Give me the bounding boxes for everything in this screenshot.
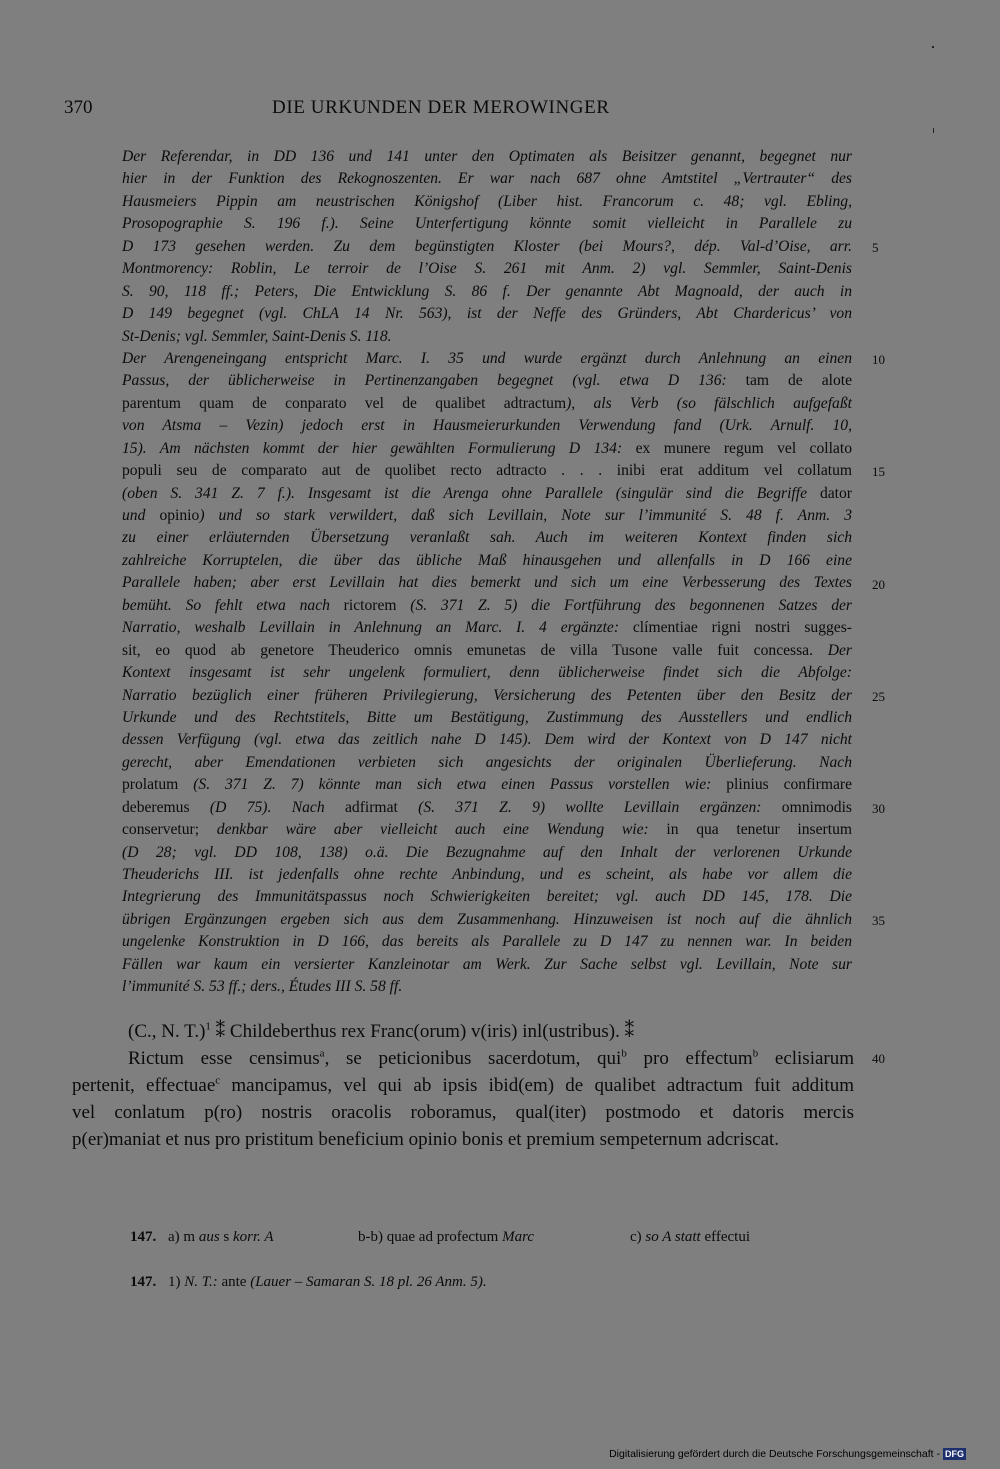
commentary-line <box>122 909 852 931</box>
commentary-line <box>122 393 852 415</box>
commentary-line <box>122 774 852 796</box>
line-number: 25 <box>872 688 885 704</box>
commentary-text: Der <box>813 641 852 659</box>
commentary-text: (S. 371 Z. 7) könnte man sich etwa einen Passus vorstellen wie: <box>178 776 727 794</box>
commentary-line <box>122 213 852 235</box>
source-notes <box>130 1274 156 1291</box>
quoted-source-text: ex munere regum vel collato <box>635 439 852 457</box>
quoted-source-text: s <box>219 1229 234 1245</box>
variant-note-b <box>358 1229 534 1246</box>
commentary-text: St-Denis; vgl. Semmler, Saint-Denis S. 118. <box>122 327 392 345</box>
superscript-marker: c <box>215 1074 221 1087</box>
commentary-text: (S. 371 Z. 9) wollte Levillain ergänzen: <box>397 798 782 816</box>
commentary-text: 15). Am nächsten kommt der hier gewählten Formulierung D 134: <box>122 439 636 457</box>
commentary-text: Integrierung des Immunitätspassus noch Schwierigkeiten bereitet; vgl. auch DD 145, 178. Die <box>122 888 852 906</box>
commentary-line <box>122 236 852 258</box>
superscript-marker: b <box>752 1047 759 1060</box>
variant-notes <box>130 1229 156 1246</box>
variant-notes-number: 147. <box>130 1229 157 1245</box>
source-notes-number: 147. <box>130 1274 157 1290</box>
commentary-line <box>122 303 852 325</box>
commentary-text: (S. 371 Z. 5) die Fortführung des begonnenen Satzes der <box>396 596 852 614</box>
footer-credit: Digitalisierung gefördert durch die Deutsche Forschungsgemeinschaft - DFG <box>609 1448 964 1460</box>
commentary-text: (oben S. 341 Z. 7 f.). Insgesamt ist die Arenga ohne Parallele (singulär sind die Begriffe <box>122 484 820 502</box>
quoted-source-text: opinio <box>159 507 200 524</box>
commentary-line <box>122 752 852 774</box>
quoted-source-text: , se peticionibus sacerdotum, qui <box>324 1048 622 1069</box>
commentary-line <box>122 326 852 348</box>
commentary-text: Montmorency: Roblin, Le terroir de l’Oise S. 261 mit Anm. 2) vgl. Semmler, Saint-Denis <box>122 260 852 278</box>
variant-note-c <box>630 1229 750 1246</box>
line-number: 10 <box>872 352 885 368</box>
commentary-line <box>122 505 852 527</box>
commentary-line <box>122 281 852 303</box>
commentary-line <box>122 438 852 460</box>
quoted-source-text: c) <box>630 1229 646 1245</box>
commentary-line <box>122 729 852 751</box>
commentary-line <box>122 707 852 729</box>
commentary-text: übrigen Ergänzungen ergeben sich aus dem Zusammenhang. Hinzuweisen ist noch auf die ähnlich <box>122 910 852 928</box>
line-number: 40 <box>872 1051 885 1066</box>
commentary-text: l’immunité S. 53 ff.; ders., Études III S. 58 ff. <box>122 978 403 996</box>
commentary-line <box>122 191 852 213</box>
commentary-block <box>122 146 852 999</box>
charter-text <box>72 1018 854 1153</box>
quoted-source-text: adfirmat <box>345 798 398 816</box>
commentary-line <box>122 685 852 707</box>
charter-line <box>72 1045 854 1072</box>
line-number: 20 <box>872 576 885 592</box>
commentary-text: Prosopographie S. 196 f.). Seine Unterfertigung könnte somit vielleicht in Parallele zu <box>122 215 852 233</box>
commentary-text: und <box>122 507 160 524</box>
charter-line <box>72 1099 854 1126</box>
running-title: DIE URKUNDEN DER MEROWINGER <box>272 97 610 118</box>
commentary-text: Kontext insgesamt ist sehr ungelenk formuliert, denn üblicherweise findet sich die Abfolge: <box>122 664 852 682</box>
quoted-source-text: effectui <box>700 1229 750 1245</box>
quoted-source-text: mancipamus, vel qui ab ipsis ibid(em) de qualibet adtractum fuit additum <box>220 1075 854 1096</box>
line-number: 30 <box>872 801 885 817</box>
commentary-line <box>122 931 852 953</box>
commentary-text: hier in der Funktion des Rekognoszenten. Er war nach 687 ohne Amtstitel „Vertrauter“ des <box>122 170 852 188</box>
commentary-line <box>122 864 852 886</box>
commentary-line <box>122 550 852 572</box>
commentary-text: Der Referendar, in DD 136 und 141 unter den Optimaten als Beisitzer genannt, begegnet nur <box>122 148 852 165</box>
commentary-text: Parallele haben; aber erst Levillain hat dies bemerkt und sich um eine Verbesserung des Textes <box>122 574 852 592</box>
quoted-source-text: clímentiae rigni nostri sugges- <box>632 619 852 637</box>
quoted-source-text: plinius confirmare <box>726 776 852 794</box>
commentary-line <box>122 640 852 662</box>
quoted-source-text: b-b) quae ad profectum <box>358 1229 503 1245</box>
commentary-text: (D 75). Nach <box>189 798 345 816</box>
quoted-source-text: populi seu de comparato aut de quolibet recto adtracto . . . inibi erat additum vel collatum <box>122 462 852 480</box>
commentary-line <box>122 146 852 168</box>
quoted-source-text: a) m <box>168 1229 199 1245</box>
quoted-source-text: ⁑ Childeberthus rex Franc(orum) v(iris) inl(ustribus). ⁑ <box>210 1021 635 1042</box>
commentary-line <box>122 595 852 617</box>
commentary-text: Narratio, weshalb Levillain in Anlehnung an Marc. I. 4 ergänzte: <box>122 619 633 637</box>
commentary-line <box>122 617 852 639</box>
footer-text: Digitalisierung gefördert durch die Deutsche Forschungsgemeinschaft <box>609 1448 934 1460</box>
commentary-line <box>122 258 852 280</box>
quoted-source-text: parentum quam de conparato vel de qualibet adtractum <box>122 394 567 412</box>
variant-note-a <box>168 1229 274 1246</box>
commentary-text: von Atsma – Vezin) jedoch erst in Hausmeierurkunden Verwendung fand (Urk. Arnulf. 10, <box>122 417 852 435</box>
dfg-logo-icon: DFG <box>945 1449 964 1460</box>
scan-speck <box>933 128 934 133</box>
commentary-line <box>122 370 852 392</box>
quoted-source-text: Rictum esse censimus <box>128 1048 320 1069</box>
commentary-text: ) und so stark verwildert, daß sich Levillain, Note sur l’immunité S. 48 f. Anm. 3 <box>199 507 852 524</box>
commentary-text: (D 28; vgl. DD 108, 138) o.ä. Die Bezugnahme auf den Inhalt der verlorenen Urkunde <box>122 843 852 861</box>
commentary-text: Marc <box>502 1229 535 1245</box>
superscript-marker: 1 <box>205 1020 211 1033</box>
commentary-text: Der Arengeneingang entspricht Marc. I. 35 und wurde ergänzt durch Anlehnung an einen <box>122 349 852 367</box>
commentary-text: D 149 begegnet (vgl. ChLA 14 Nr. 563), ist der Neffe des Gründers, Abt Chardericus’ von <box>122 305 852 323</box>
commentary-line <box>122 886 852 908</box>
quoted-source-text: rictorem <box>343 596 397 614</box>
commentary-text: Passus, der üblicherweise in Pertinenzangaben begegnet (vgl. etwa D 136: <box>122 372 746 390</box>
scan-speck <box>932 46 934 48</box>
quoted-source-text: conservetur; <box>122 821 200 839</box>
commentary-line <box>122 348 852 370</box>
commentary-text: ungelenke Konstruktion in D 166, das bereits als Parallele zu D 147 zu nennen war. In beiden <box>122 933 852 951</box>
quoted-source-text: vel conlatum p(ro) nostris oracolis roboramus, qual(iter) postmodo et datoris mercis <box>72 1102 854 1123</box>
commentary-text: korr. A <box>233 1229 274 1245</box>
page-number: 370 <box>64 97 93 118</box>
commentary-text: zahlreiche Korruptelen, die über das übliche Maß hinausgehen und allenfalls in D 166 eine <box>122 551 852 569</box>
quoted-source-text: deberemus <box>122 798 190 816</box>
quoted-source-text: ante <box>217 1274 251 1290</box>
commentary-text: dessen Verfügung (vgl. etwa das zeitlich nahe D 145). Dem wird der Kontext von D 147 nicht <box>122 731 852 749</box>
quoted-source-text: tam de alote <box>745 372 853 390</box>
charter-line <box>72 1126 854 1153</box>
quoted-source-text: omnimodis <box>781 798 852 816</box>
charter-line <box>72 1072 854 1099</box>
quoted-source-text: eclisiarum <box>758 1048 855 1069</box>
quoted-source-text: 1) <box>168 1274 185 1290</box>
line-number: 35 <box>872 913 885 929</box>
source-note-1 <box>168 1274 487 1291</box>
commentary-line <box>122 797 852 819</box>
commentary-line <box>122 976 852 998</box>
quoted-source-text: dator <box>819 484 852 502</box>
superscript-marker: a <box>319 1047 325 1060</box>
superscript-marker: b <box>621 1047 627 1060</box>
commentary-line <box>122 460 852 482</box>
commentary-line <box>122 842 852 864</box>
quoted-source-text: pertenit, effectuae <box>72 1075 216 1096</box>
commentary-line <box>122 527 852 549</box>
quoted-source-text: in qua tenetur insertum <box>666 821 852 839</box>
commentary-text: gerecht, aber Emendationen verbieten sich angesichts der originalen Überlieferung. Nach <box>122 753 852 771</box>
commentary-text: (Lauer – Samaran S. 18 pl. 26 Anm. 5). <box>250 1274 487 1290</box>
commentary-text: ), als Verb (so fälschlich aufgefaßt <box>566 394 852 412</box>
commentary-text: bemüht. So fehlt etwa nach <box>122 596 344 614</box>
commentary-text: Theuderichs III. ist jedenfalls ohne rechte Anbindung, und es scheint, als habe vor allem die <box>122 866 852 883</box>
commentary-line <box>122 483 852 505</box>
commentary-text: zu einer erläuternden Übersetzung veranlaßt sah. Auch im weiteren Kontext finden sich <box>122 529 852 547</box>
commentary-line <box>122 168 852 190</box>
quoted-source-text: prolatum <box>122 776 179 794</box>
commentary-text: Fällen war kaum ein versierter Kanzleinotar am Werk. Zur Sache selbst vgl. Levillain, Note sur <box>122 955 852 973</box>
commentary-text: D 173 gesehen werden. Zu dem begünstigten Kloster (bei Mours?, dép. Val-d’Oise, arr. <box>122 237 852 255</box>
commentary-text: denkbar wäre aber vielleicht auch eine Wendung wie: <box>199 821 667 839</box>
quoted-source-text: (C., N. T.) <box>128 1021 206 1042</box>
commentary-text: N. T.: <box>184 1274 218 1290</box>
commentary-line <box>122 954 852 976</box>
commentary-text: aus <box>198 1229 220 1245</box>
commentary-line <box>122 572 852 594</box>
charter-intitulatio <box>72 1018 854 1045</box>
line-number: 15 <box>872 464 885 480</box>
quoted-source-text: p(er)maniat et nus pro pristitum beneficium opinio bonis et premium sempeternum adcriscat. <box>72 1129 780 1150</box>
commentary-text: Narratio bezüglich einer früheren Privilegierung, Versicherung des Petenten über den Besitz der <box>122 686 852 704</box>
commentary-line <box>122 662 852 684</box>
commentary-line <box>122 819 852 841</box>
commentary-text: Urkunde und des Rechtstitels, Bitte um Bestätigung, Zustimmung des Ausstellers und endlich <box>122 708 852 726</box>
commentary-text: Hausmeiers Pippin am neustrischen Königshof (Liber hist. Francorum c. 48; vgl. Ebling, <box>122 192 852 210</box>
commentary-text: S. 90, 118 ff.; Peters, Die Entwicklung S. 86 f. Der genannte Abt Magnoald, der auch in <box>122 282 852 300</box>
commentary-text: so A statt <box>645 1229 701 1245</box>
commentary-line <box>122 415 852 437</box>
quoted-source-text: pro effectum <box>626 1048 753 1069</box>
quoted-source-text: sit, eo quod ab genetore Theuderico omnis emunetas de villa Tusone valle fuit concessa. <box>122 641 813 659</box>
line-number: 5 <box>872 239 879 255</box>
